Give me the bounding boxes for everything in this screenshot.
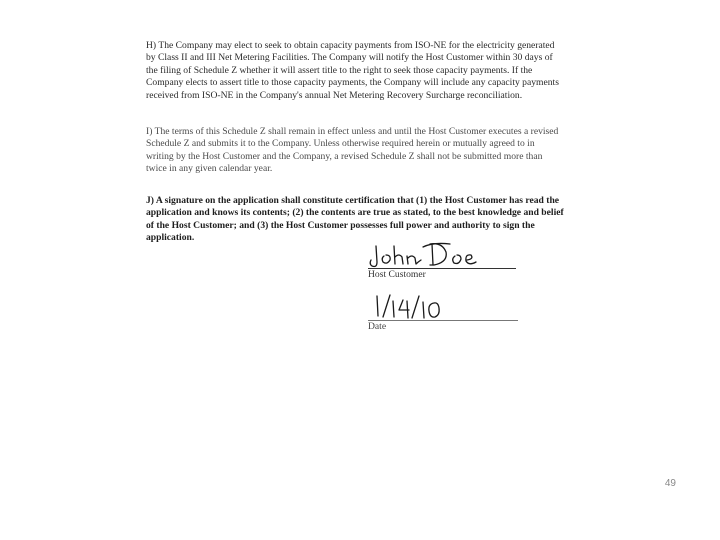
host-customer-label: Host Customer: [368, 269, 426, 280]
paragraph-h: H) The Company may elect to seek to obtain capacity payments from ISO-NE for the electricity generated by Class II and III Net Metering Facilities. The Company will notify the Host Customer within 30 days of the filing of Schedule Z whether it will assert title to the right to seek those capacity payments. If the Company elects to assert title to those capacity payments, the Company will include any capacity payments received from ISO-NE in the Company's annual Net Metering Recovery Surcharge reconciliation.: [146, 40, 559, 101]
page-number: 49: [664, 478, 676, 489]
handwritten-date: [368, 290, 468, 322]
paragraph-i: I) The terms of this Schedule Z shall remain in effect unless and until the Host Customer executes a revised Schedule Z and submits it to the Company. Unless otherwise required herein or mutually agreed to in writing by the Host Customer and the Company, a revised Schedule Z shall not be submitted more than twice in any given calendar year.: [146, 126, 559, 175]
paragraph-j: J) A signature on the application shall constitute certification that (1) the Host Customer has read the application and knows its contents; (2) the contents are true as stated, to the best knowledge and belief of the Host Customer; and (3) the Host Customer possesses full power and authority to sign the application.: [146, 195, 564, 244]
date-line: [368, 320, 518, 321]
handwritten-signature: [368, 238, 518, 270]
date-label: Date: [368, 321, 387, 332]
